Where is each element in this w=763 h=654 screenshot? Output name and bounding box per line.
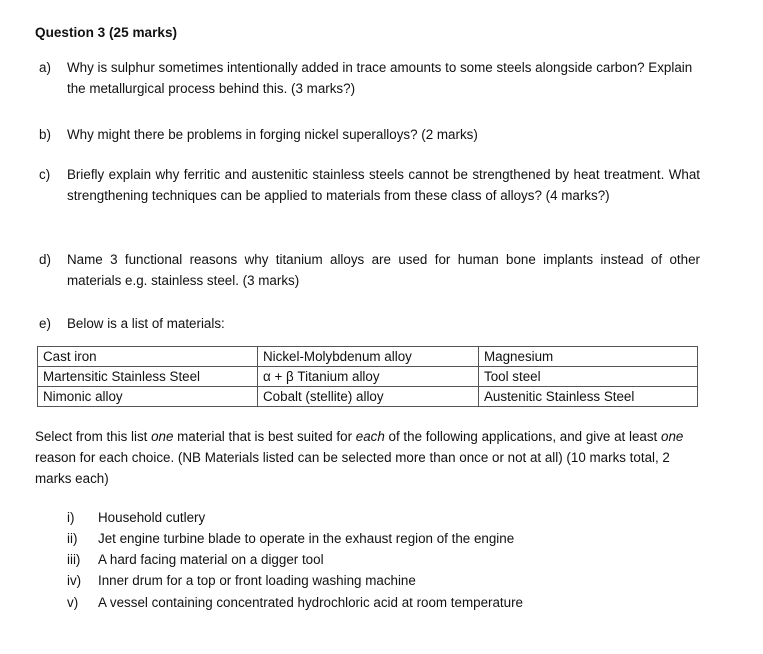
question-label: d) <box>39 252 51 267</box>
table-row <box>38 367 698 387</box>
question-b <box>35 124 700 145</box>
table-cell: α + β Titanium alloy <box>258 367 479 387</box>
application-number: iii) <box>67 552 81 567</box>
question-label: b) <box>39 127 51 142</box>
question-text: Name 3 functional reasons why titanium alloys are used for human bone implants instead of other materials e.g. stainless steel. (3 marks) <box>67 252 700 288</box>
application-text: Jet engine turbine blade to operate in the exhaust region of the engine <box>98 531 515 546</box>
table-cell: Cobalt (stellite) alloy <box>258 387 479 407</box>
instruction-paragraph <box>35 426 700 489</box>
application-item <box>67 507 205 528</box>
question-d <box>35 249 700 291</box>
table-cell: Nickel-Molybdenum alloy <box>258 347 479 367</box>
application-number: i) <box>67 510 75 525</box>
application-number: iv) <box>67 573 82 588</box>
table-cell: Nimonic alloy <box>38 387 258 407</box>
instruction-emphasis: one <box>151 429 174 444</box>
application-item <box>67 592 523 613</box>
table-cell: Cast iron <box>38 347 258 367</box>
table-cell: Martensitic Stainless Steel <box>38 367 258 387</box>
materials-table <box>37 346 698 407</box>
table-cell: Magnesium <box>479 347 698 367</box>
application-number: v) <box>67 595 79 610</box>
application-item <box>67 528 514 549</box>
table-cell: Tool steel <box>479 367 698 387</box>
instruction-text: Select from this list <box>35 429 152 444</box>
application-item <box>67 570 416 591</box>
instruction-text: material that is best suited for <box>173 429 356 444</box>
question-text: Briefly explain why ferritic and austenitic stainless steels cannot be strengthened by heat treatment. What strengthening techniques can be applied to materials from these class of alloys? (4 marks?) <box>67 167 700 203</box>
instruction-text: reason for each choice. (NB Materials listed can be selected more than once or not at all) (10 marks total, 2 marks each) <box>35 450 670 486</box>
application-text: Household cutlery <box>98 510 206 525</box>
table-row <box>38 347 698 367</box>
question-e <box>35 313 700 334</box>
question-c <box>35 164 700 206</box>
application-text: A vessel containing concentrated hydrochloric acid at room temperature <box>98 595 524 610</box>
application-text: A hard facing material on a digger tool <box>98 552 324 567</box>
table-row <box>38 387 698 407</box>
question-text: Below is a list of materials: <box>67 316 225 331</box>
table-cell: Austenitic Stainless Steel <box>479 387 698 407</box>
application-item <box>67 549 324 570</box>
question-label: e) <box>39 316 51 331</box>
question-title: Question 3 (25 marks) <box>35 25 178 40</box>
instruction-emphasis: one <box>661 429 684 444</box>
question-text: Why is sulphur sometimes intentionally added in trace amounts to some steels alongside carbon? Explain the metallurgical process behind this. (3 marks?) <box>67 60 693 96</box>
question-label: c) <box>39 167 51 182</box>
question-a <box>35 57 700 99</box>
instruction-text: of the following applications, and give at least <box>384 429 661 444</box>
application-text: Inner drum for a top or front loading washing machine <box>98 573 416 588</box>
application-number: ii) <box>67 531 78 546</box>
question-label: a) <box>39 60 51 75</box>
instruction-emphasis: each <box>355 429 385 444</box>
question-text: Why might there be problems in forging nickel superalloys? (2 marks) <box>67 127 478 142</box>
